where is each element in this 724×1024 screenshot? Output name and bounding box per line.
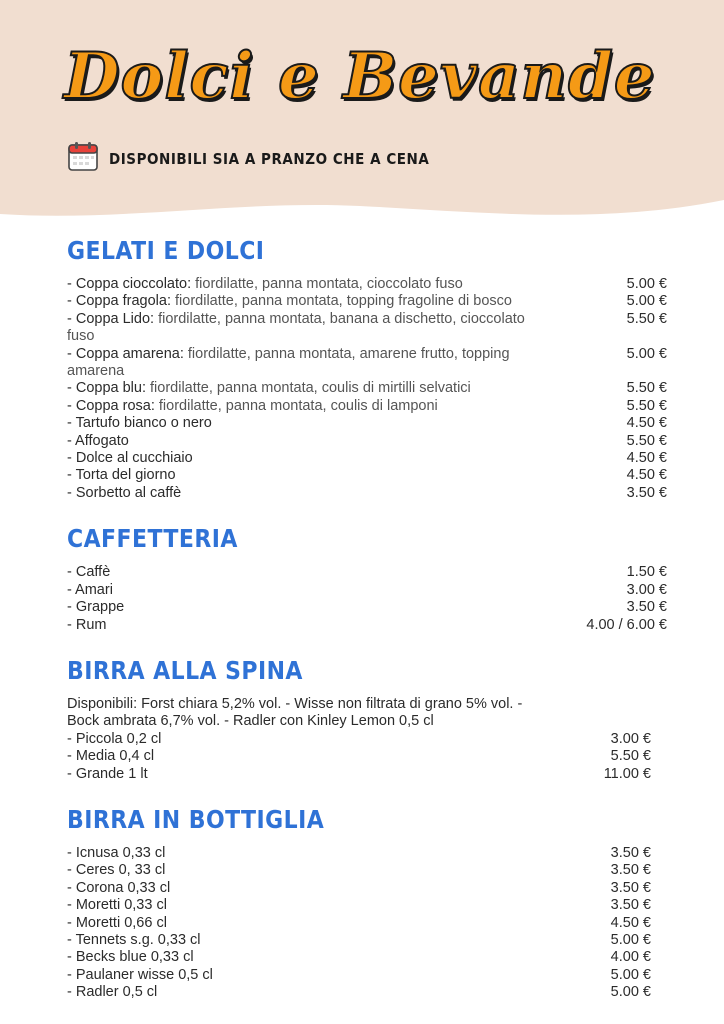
menu-item: [67, 564, 667, 581]
item-text: [67, 450, 547, 467]
item-price: 11.00 €: [603, 765, 651, 782]
availability-text: DISPONIBILI SIA A PRANZO CHE A CENA: [109, 149, 430, 168]
item-text: [67, 880, 547, 897]
item-text: [67, 467, 547, 484]
item-text: [67, 599, 547, 616]
item-text: [67, 984, 547, 1001]
item-name: - Coppa amarena:: [67, 345, 184, 362]
menu-item: [67, 346, 667, 381]
item-name: - Dolce al cucchiaio: [67, 450, 193, 467]
item-name: - Coppa blu:: [67, 380, 146, 397]
item-name: - Piccola 0,2 cl: [67, 730, 162, 747]
item-price: 5.50 €: [626, 397, 667, 414]
item-name: - Grande 1 lt: [67, 765, 148, 782]
item-list: [67, 731, 651, 783]
item-description: fiordilatte, panna montata, coulis di mirtilli selvatici: [146, 380, 471, 397]
item-price: 4.50 €: [626, 415, 667, 432]
item-name: - Coppa cioccolato:: [67, 276, 192, 292]
item-name: - Coppa rosa:: [67, 397, 155, 414]
menu-item: [67, 984, 651, 1001]
item-price: 3.00 €: [610, 730, 651, 747]
item-name: - Torta del giorno: [67, 467, 176, 484]
section-gelati-e-dolci: [67, 232, 667, 502]
section-birra-alla-spina: [67, 652, 667, 783]
item-text: [67, 766, 547, 783]
item-description: fiordilatte, panna montata, coulis di lamponi: [154, 397, 438, 414]
item-name: - Moretti 0,66 cl: [67, 914, 167, 931]
item-name: - Grappe: [67, 599, 125, 616]
item-price: 3.50 €: [610, 844, 651, 861]
menu-item: [67, 862, 651, 879]
menu-item: [67, 293, 667, 310]
item-text: [67, 932, 547, 949]
item-price: 4.00 / 6.00 €: [586, 616, 667, 633]
item-text: [67, 582, 547, 599]
item-description: fiordilatte, panna montata, cioccolato fuso: [191, 276, 463, 292]
menu-item: [67, 880, 651, 897]
section-intro: Disponibili: Forst chiara 5,2% vol. - Wisse non filtrata di grano 5% vol. - Bock ambrata 6,7% vol. - Radler con Kinley Lemon 0,5 cl: [67, 695, 523, 730]
menu-item: [67, 599, 667, 616]
item-name: - Paulaner wisse 0,5 cl: [67, 966, 213, 983]
menu-item: [67, 380, 667, 397]
item-price: 5.00 €: [626, 293, 667, 310]
menu-item: [67, 845, 651, 862]
item-text: [67, 564, 547, 581]
item-text: [67, 293, 547, 310]
item-text: [67, 915, 547, 932]
item-price: 4.50 €: [610, 914, 651, 931]
item-price: 3.50 €: [610, 897, 651, 914]
item-price: 3.50 €: [626, 484, 667, 501]
item-name: - Ceres 0, 33 cl: [67, 862, 166, 879]
menu-item: [67, 276, 667, 293]
item-text: [67, 897, 547, 914]
item-name: - Icnusa 0,33 cl: [67, 844, 166, 861]
item-text: [67, 748, 547, 765]
item-price: 4.00 €: [610, 949, 651, 966]
item-name: - Sorbetto al caffè: [67, 484, 182, 501]
menu-item: [67, 731, 651, 748]
menu-item: [67, 897, 651, 914]
item-text: [67, 731, 547, 748]
header-background: [0, 0, 724, 240]
menu-item: [67, 450, 667, 467]
item-text: [67, 485, 547, 502]
menu-item: [67, 485, 667, 502]
item-name: - Tennets s.g. 0,33 cl: [67, 931, 201, 948]
item-list: [67, 276, 667, 502]
item-name: - Media 0,4 cl: [67, 748, 155, 765]
item-name: - Coppa fragola:: [67, 293, 171, 310]
section-title: GELATI E DOLCI: [67, 236, 265, 265]
menu-item: [67, 949, 651, 966]
menu-item: [67, 398, 667, 415]
item-list: [67, 564, 667, 634]
item-text: [67, 415, 547, 432]
menu-item: [67, 467, 667, 484]
menu-item: [67, 932, 651, 949]
item-price: 5.00 €: [610, 966, 651, 983]
item-price: 1.50 €: [626, 564, 667, 581]
item-name: - Corona 0,33 cl: [67, 879, 171, 896]
item-text: [67, 845, 547, 862]
item-text: [67, 398, 547, 415]
section-title: BIRRA IN BOTTIGLIA: [67, 804, 325, 834]
item-description: fiordilatte, panna montata, banana a dischetto, cioccolato fuso: [67, 310, 525, 345]
item-description: fiordilatte, panna montata, amarene frutto, topping amarena: [67, 345, 510, 380]
menu-item: [67, 415, 667, 432]
menu-item: [67, 433, 667, 450]
item-description: fiordilatte, panna montata, topping fragoline di bosco: [170, 293, 512, 310]
calendar-icon: [67, 140, 99, 177]
item-name: - Moretti 0,33 cl: [67, 897, 167, 914]
item-price: 5.50 €: [626, 432, 667, 449]
item-text: [67, 862, 547, 879]
item-text: [67, 380, 547, 397]
item-price: 3.00 €: [626, 581, 667, 598]
menu-item: [67, 617, 667, 634]
section-caffetteria: [67, 520, 667, 634]
page-title: Dolci e Bevande: [64, 39, 656, 114]
item-name: - Coppa Lido:: [67, 310, 155, 327]
menu-item: [67, 748, 651, 765]
item-price: 4.50 €: [626, 467, 667, 484]
item-text: [67, 967, 547, 984]
item-text: [67, 949, 547, 966]
menu-item: [67, 582, 667, 599]
item-name: - Rum: [67, 616, 107, 633]
section-title: BIRRA ALLA SPINA: [67, 655, 303, 685]
item-price: 3.50 €: [610, 862, 651, 879]
section-birra-in-bottiglia: [67, 801, 667, 1002]
item-text: [67, 346, 547, 381]
item-text: [67, 276, 547, 293]
menu-content: [67, 232, 667, 1020]
menu-item: [67, 915, 651, 932]
item-price: 5.00 €: [626, 276, 667, 292]
menu-item: [67, 967, 651, 984]
section-title: CAFFETTERIA: [67, 524, 238, 554]
item-price: 5.00 €: [610, 984, 651, 1001]
item-price: 5.50 €: [626, 310, 667, 327]
item-price: 5.50 €: [610, 748, 651, 765]
item-price: 4.50 €: [626, 450, 667, 467]
menu-item: [67, 311, 667, 346]
item-name: - Radler 0,5 cl: [67, 984, 158, 1001]
item-name: - Becks blue 0,33 cl: [67, 949, 194, 966]
item-price: 3.50 €: [626, 599, 667, 616]
item-text: [67, 311, 547, 346]
item-list: [67, 845, 651, 1002]
item-price: 3.50 €: [610, 879, 651, 896]
item-name: - Affogato: [67, 432, 129, 449]
item-name: - Amari: [67, 581, 113, 598]
item-price: 5.00 €: [626, 345, 667, 362]
item-name: - Caffè: [67, 564, 111, 581]
availability-row: [67, 140, 465, 177]
item-price: 5.00 €: [610, 931, 651, 948]
item-price: 5.50 €: [626, 380, 667, 397]
item-text: [67, 617, 547, 634]
menu-item: [67, 766, 651, 783]
item-text: [67, 433, 547, 450]
item-name: - Tartufo bianco o nero: [67, 415, 212, 432]
